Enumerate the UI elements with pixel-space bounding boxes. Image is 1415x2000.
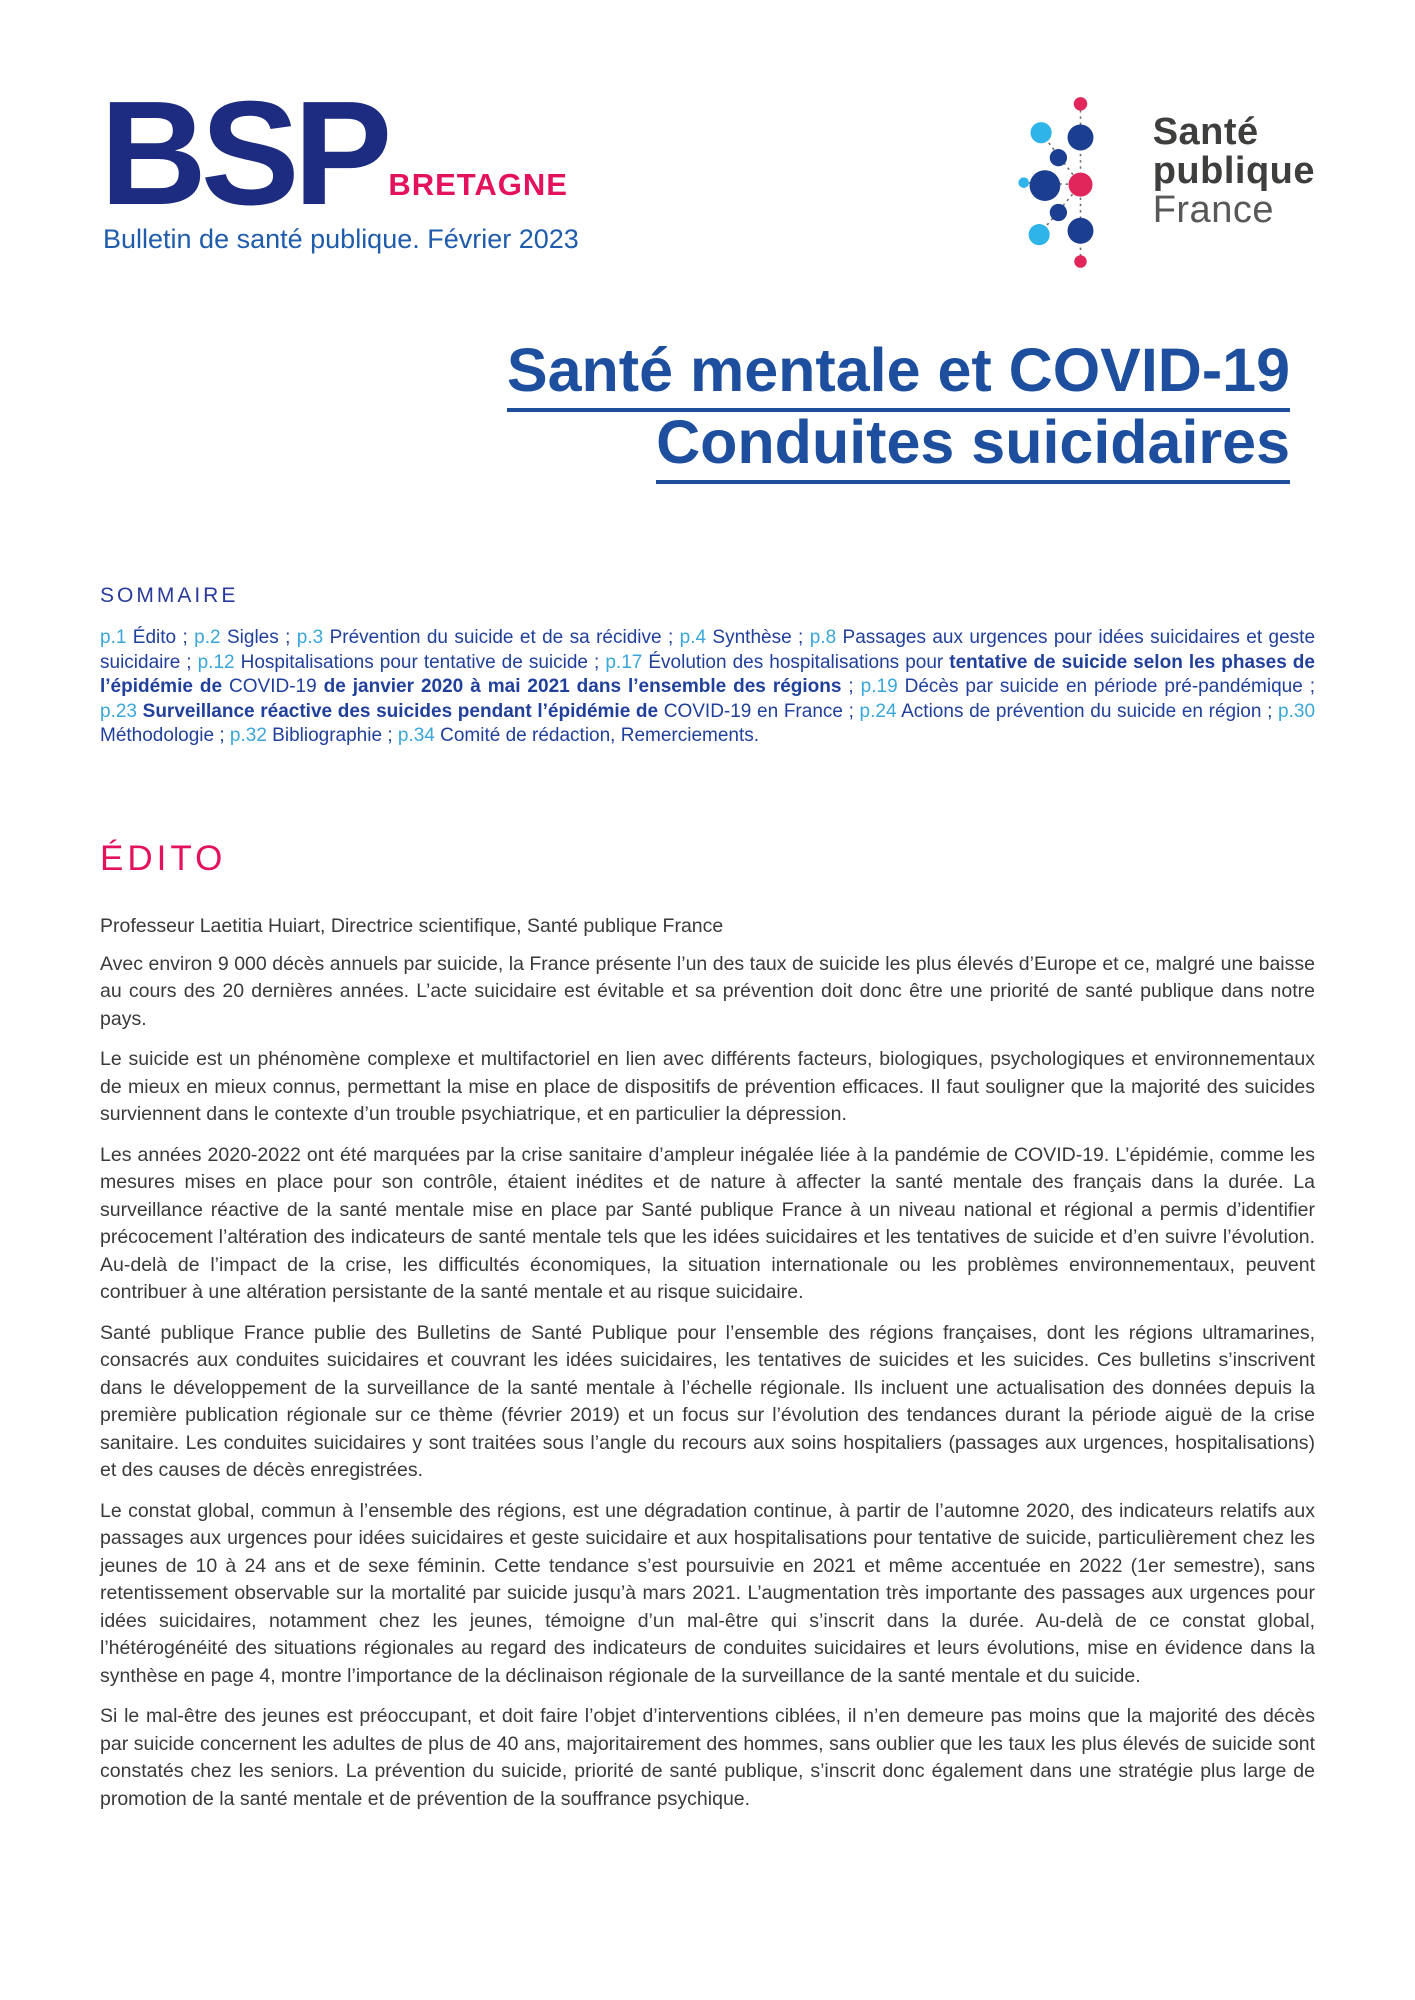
sommaire-segment-text: Évolution des hospitalisations pour <box>642 651 950 673</box>
sommaire-segment-text: Décès par suicide en période pré-pandémique ; <box>897 676 1316 697</box>
sommaire-segment-text: Méthodologie ; <box>100 725 230 746</box>
edito-paragraph: Santé publique France publie des Bulletins de Santé Publique pour l’ensemble des régions françaises, dont les régions ultramarines, consacrés aux conduites suicidaires et couvrant les idées suicidaires, les tentatives de suicides et les suicides. Ces bulletins s’inscrivent dans le développement de la surveillance de la santé mentale à l’échelle régionale. Ils incluent une actualisation des données depuis la première publication régionale sur ce thème (février 2019) et un focus sur l’évolution des tendances durant la période aiguë de la crise sanitaire. Les conduites suicidaires y sont traitées sous l’angle du recours aux soins hospitaliers (passages aux urgences, hospitalisations) et des causes de décès enregistrées. <box>100 1321 1315 1481</box>
sommaire-segment-page: p.17 <box>605 651 643 673</box>
sommaire-segment-text: Prévention du suicide et de sa récidive ; <box>323 627 680 648</box>
header <box>100 71 1315 300</box>
sommaire-segment-text: Bibliographie ; <box>266 725 398 746</box>
sommaire-segment-page: p.12 <box>197 651 235 673</box>
bsp-logo-row <box>100 71 579 236</box>
sommaire-segment-page: p.8 <box>809 627 837 648</box>
spf-logo <box>1018 75 1315 300</box>
spf-network-icon <box>1018 75 1143 300</box>
page-title <box>100 336 1315 484</box>
sommaire-segment-page: p.30 <box>1278 700 1316 722</box>
edito-paragraph: Le suicide est un phénomène complexe et multifactoriel en lien avec différents facteurs, biologiques, psychologiques et environnementaux de mieux en mieux connus, permettant la mise en place de dispositifs de prévention efficaces. Il faut souligner que la majorité des suicides surviennent dans le contexte d’un trouble psychiatrique, et en particulier la dépression. <box>100 1048 1315 1125</box>
sommaire-segment-page: p.32 <box>229 725 267 746</box>
sommaire-heading: SOMMAIRE <box>100 584 239 607</box>
sommaire-section <box>100 584 1315 749</box>
edito-body <box>100 951 1315 1814</box>
sommaire-segment-bold: Surveillance réactive des suicides pendant l’épidémie de <box>142 700 659 722</box>
sommaire-segment-page: p.34 <box>397 725 435 746</box>
edito-paragraph: Le constat global, commun à l’ensemble des régions, est une dégradation continue, à partir de l’automne 2020, des indicateurs relatifs aux passages aux urgences pour idées suicidaires et geste suicidaire et aux hospitalisations pour tentative de suicide, particulièrement chez les jeunes de 10 à 24 ans et de sexe féminin. Cette tendance s’est poursuivie en 2021 et même accentuée en 2022 (1er semestre), sans retentissement observable sur la mortalité par suicide jusqu’à mars 2021. L’augmentation très importante des passages aux urgences pour idées suicidaires, notamment chez les jeunes, témoigne d’un mal-être qui s’inscrit dans la durée. Au-delà de ce constat global, l’hétérogénéité des situations régionales au regard des indicateurs de conduites suicidaires et leurs évolutions, mise en évidence dans la synthèse en page 4, montre l’importance de la déclinaison régionale de la surveillance de la santé mentale et du suicide. <box>100 1499 1315 1687</box>
spf-logo-text <box>1153 113 1315 229</box>
bulletin-subtitle: Bulletin de santé publique. Février 2023 <box>103 224 579 255</box>
sommaire-segment-page: p.19 <box>860 676 898 697</box>
edito-paragraph: Si le mal-être des jeunes est préoccupant, et doit faire l’objet d’interventions ciblées, il n’en demeure pas moins que la majorité des décès par suicide concernent les adultes de plus de 40 ans, majoritairement des hommes, sans oublier que les taux les plus élevés de suicide sont constatés chez les seniors. La prévention du suicide, priorité de santé publique, s’inscrit donc également dans une stratégie plus large de promotion de la santé mentale et de prévention de la souffrance psychique. <box>100 1705 1315 1810</box>
spf-logo-line2: publique <box>1152 149 1315 192</box>
page-title-line2: Conduites suicidaires <box>656 412 1290 484</box>
edito-section <box>100 839 1315 1814</box>
edito-paragraph: Avec environ 9 000 décès annuels par suicide, la France présente l’un des taux de suicide les plus élevés d’Europe et ce, malgré une baisse au cours des 20 dernières années. L’acte suicidaire est évitable et sa prévention doit donc être une priorité de santé publique dans notre pays. <box>100 952 1315 1030</box>
sommaire-segment-page: p.1 <box>100 627 127 648</box>
sommaire-segment-bold: tentative de suicide selon les phases de l’épidémie de <box>100 651 1315 697</box>
sommaire-segment-text: Synthèse ; <box>706 627 810 648</box>
sommaire-segment-page: p.24 <box>859 700 897 722</box>
bsp-logo-text: BSP <box>100 71 387 236</box>
sommaire-segment-text: ; <box>841 676 861 697</box>
sommaire-segment-text: Édito ; <box>126 627 195 648</box>
sommaire-segment-text: COVID-19 <box>229 676 324 697</box>
sommaire-segment-text: Actions de prévention du suicide en région ; <box>896 700 1279 722</box>
sommaire-segment-text: Sigles ; <box>220 627 297 648</box>
edito-author: Professeur Laetitia Huiart, Directrice scientifique, Santé publique France <box>100 914 724 937</box>
sommaire-segment-text: Comité de rédaction, Remerciements. <box>434 725 760 746</box>
sommaire-segment-page: p.4 <box>679 627 707 648</box>
region-label: BRETAGNE <box>388 167 568 203</box>
spf-logo-line1: Santé <box>1152 111 1259 153</box>
edito-heading: ÉDITO <box>100 838 227 878</box>
sommaire-segment-page: p.23 <box>100 700 137 722</box>
sommaire-text <box>100 626 1315 749</box>
bsp-logo <box>100 71 579 255</box>
edito-paragraph: Les années 2020-2022 ont été marquées par la crise sanitaire d’ampleur inégalée liée à la pandémie de COVID-19. L’épidémie, comme les mesures mises en place pour son contrôle, étaient inédites et de nature à affecter la santé mentale des français dans la durée. La surveillance réactive de la santé mentale mise en place par Santé publique France à un niveau national et régional a permis d’identifier précocement l’altération des indicateurs de santé mentale tels que les idées suicidaires et les tentatives de suicide et d’en suivre l’évolution. Au-delà de l’impact de la crise, les difficultés économiques, la situation internationale ou les problèmes environnementaux, peuvent contribuer à une altération persistante de la santé mentale et au risque suicidaire. <box>100 1143 1315 1303</box>
sommaire-segment-bold: de janvier 2020 à mai 2021 dans l’ensemble des régions <box>323 676 842 697</box>
sommaire-segment-text: Hospitalisations pour tentative de suicide ; <box>234 651 606 673</box>
sommaire-segment-text: COVID-19 en France ; <box>658 700 860 722</box>
sommaire-segment-page: p.2 <box>194 627 221 648</box>
spf-logo-line3: France <box>1152 188 1274 231</box>
page-title-line1: Santé mentale et COVID-19 <box>507 340 1290 412</box>
sommaire-segment-page: p.3 <box>296 627 324 648</box>
sommaire-segment-text: Passages aux urgences pour idées suicidaires et geste suicidaire ; <box>100 627 1316 673</box>
